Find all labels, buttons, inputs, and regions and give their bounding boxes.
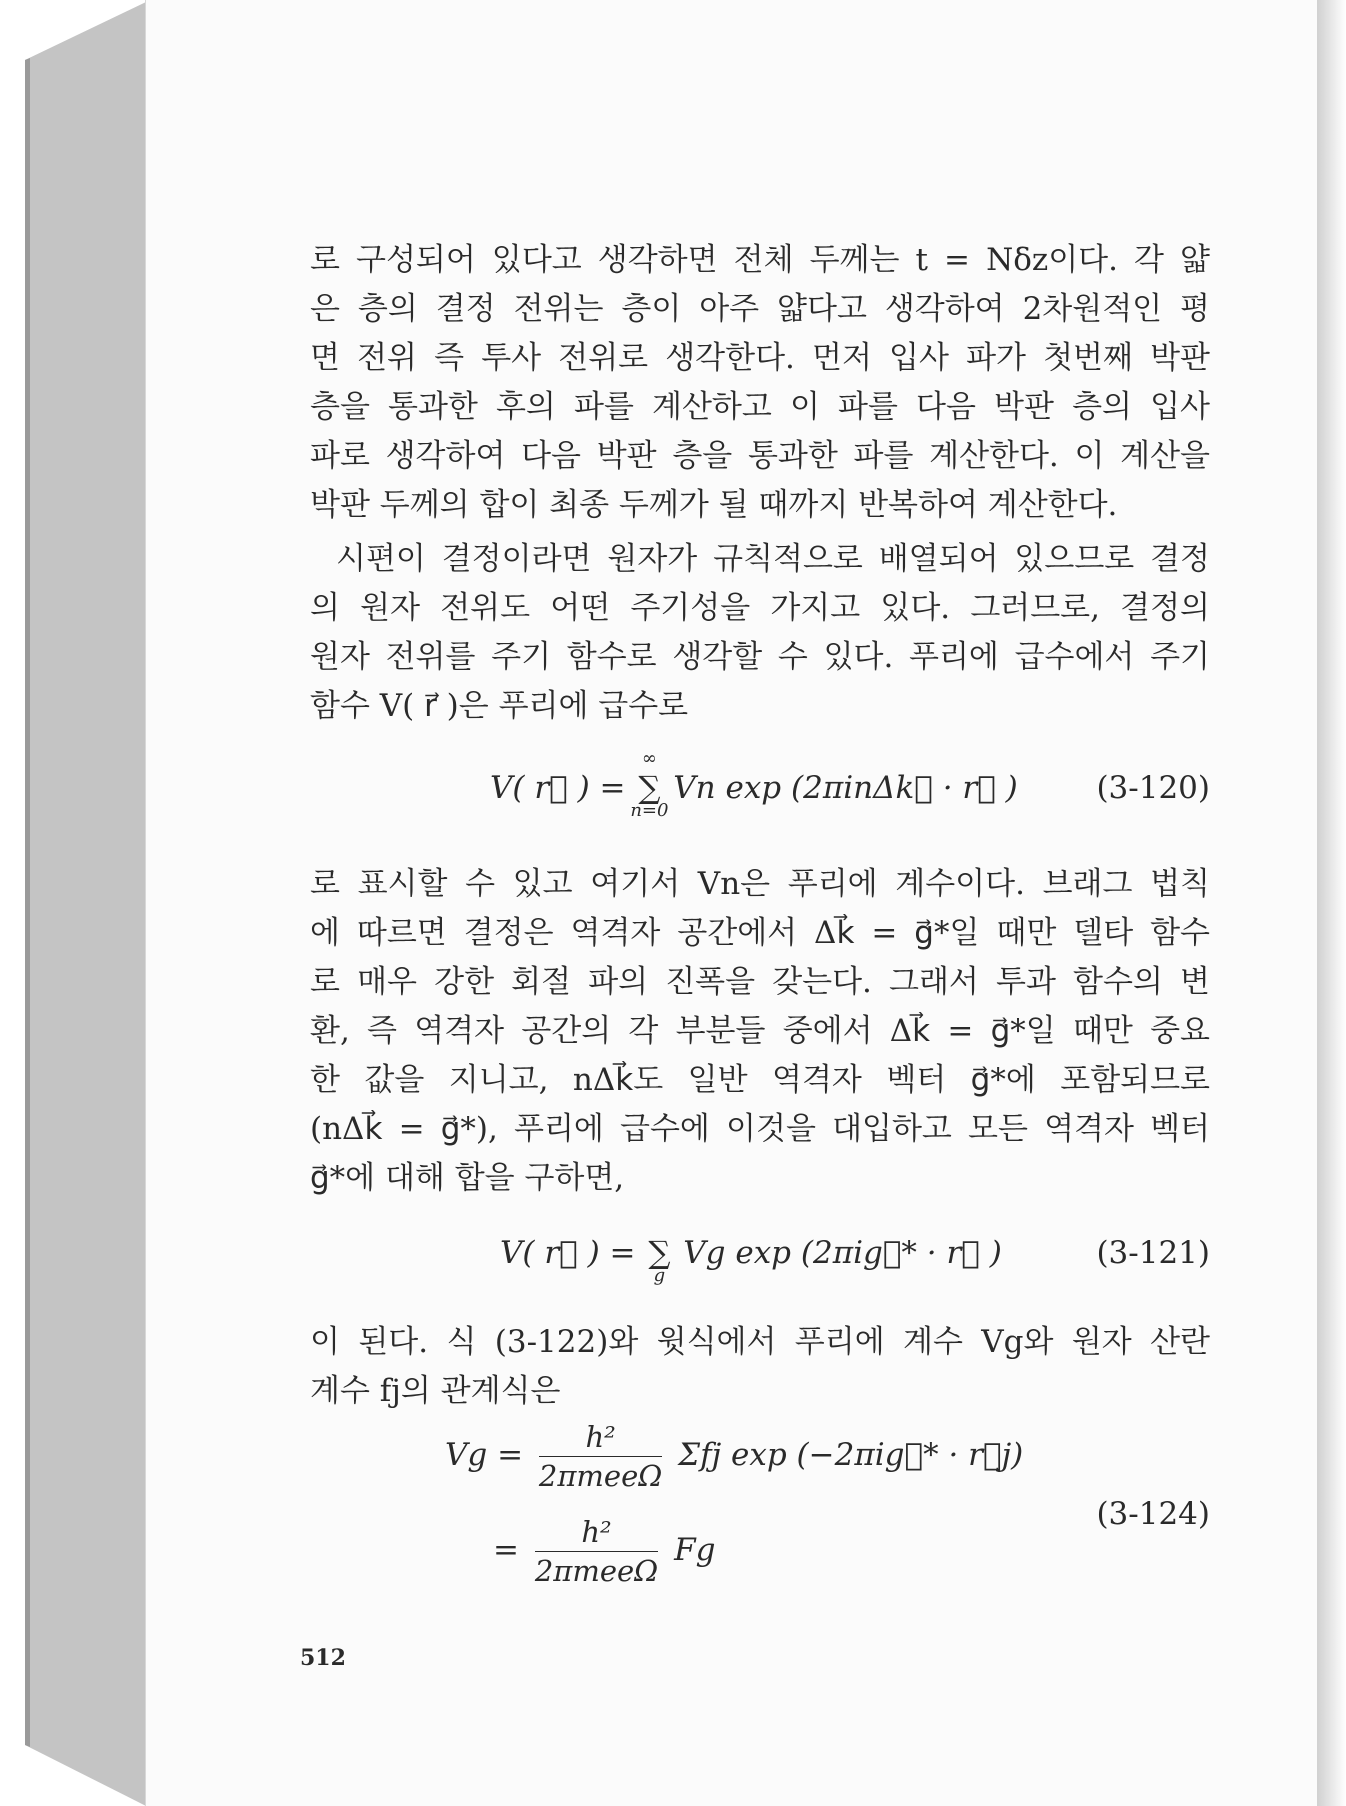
- paragraph-3: [310, 860, 1210, 1203]
- text-line: 층을 통과한 후의 파를 계산하고 이 파를 다음 박판 층의 입사: [310, 389, 1210, 425]
- equation-3-124: [310, 1420, 1210, 1610]
- text-line: (nΔk⃗ = g⃗*), 푸리에 급수에 이것을 대입하고 모든 역격자 벡터: [310, 1111, 1210, 1147]
- sum-lower-limit: g: [653, 1265, 666, 1286]
- equation-number: (3-121): [1096, 1235, 1210, 1271]
- text-line: 시편이 결정이라면 원자가 규칙적으로 배열되어 있으므로 결정: [336, 541, 1210, 577]
- text-line: 은 층의 결정 전위는 층이 아주 얇다고 생각하여 2차원적인 평: [310, 291, 1210, 327]
- text-line: g⃗*에 대해 합을 구하면,: [310, 1160, 625, 1196]
- text-line: 원자 전위를 주기 함수로 생각할 수 있다. 푸리에 급수에서 주기: [310, 639, 1210, 675]
- text-line: 로 구성되어 있다고 생각하면 전체 두께는 t = Nδz이다. 각 얇: [310, 242, 1210, 278]
- text-line: 로 매우 강한 회절 파의 진폭을 갖는다. 그래서 투과 함수의 변: [310, 964, 1210, 1000]
- text-line: 계수 fj의 관계식은: [310, 1373, 561, 1409]
- summation-symbol: ∑ g: [645, 1235, 673, 1271]
- summation-symbol: ∑ ∞ n=0: [630, 748, 669, 821]
- sum-lower-limit: n=0: [630, 800, 669, 821]
- page-edge-shadow: [1317, 0, 1346, 1806]
- text-line: 의 원자 전위도 어떤 주기성을 가지고 있다. 그러므로, 결정의: [310, 590, 1210, 626]
- text-line: 면 전위 즉 투사 전위로 생각한다. 먼저 입사 파가 첫번째 박판: [310, 340, 1210, 376]
- paragraph-2: [310, 535, 1210, 731]
- page-number: 512: [300, 1645, 346, 1671]
- equation-rhs: Fg: [674, 1532, 716, 1568]
- equation-rhs: Vn exp (2πinΔk⃗ · r⃗ ): [673, 770, 1018, 806]
- text-line: 파로 생각하여 다음 박판 층을 통과한 파를 계산한다. 이 계산을: [310, 438, 1210, 474]
- text-line: 박판 두께의 합이 최종 두께가 될 때까지 반복하여 계산한다.: [310, 487, 1118, 523]
- equation-equals: =: [493, 1532, 519, 1568]
- text-line: 함수 V( r⃗ )은 푸리에 급수로: [310, 688, 689, 724]
- fraction: [539, 1420, 662, 1493]
- book-spine: [0, 0, 160, 1806]
- equation-lhs: V( r⃗ ) =: [500, 1235, 636, 1271]
- text-line: 한 값을 지니고, nΔk⃗도 일반 역격자 벡터 g⃗*에 포함되므로: [310, 1062, 1210, 1098]
- fraction-denominator: 2πmeeΩ: [534, 1554, 659, 1588]
- equation-lhs: Vg =: [445, 1437, 524, 1473]
- equation-3-121: [310, 1235, 1210, 1305]
- equation-number: (3-120): [1096, 770, 1210, 806]
- equation-line-1: [445, 1420, 1023, 1493]
- text-line: 로 표시할 수 있고 여기서 Vn은 푸리에 계수이다. 브래그 법칙: [310, 866, 1210, 902]
- equation-rhs: Σfj exp (−2πig⃗* · r⃗j): [678, 1437, 1024, 1473]
- text-line: 이 된다. 식 (3-122)와 윗식에서 푸리에 계수 Vg와 원자 산란: [310, 1324, 1210, 1360]
- equation-lhs: V( r⃗ ) =: [490, 770, 626, 806]
- equation-rhs: Vg exp (2πig⃗* · r⃗ ): [683, 1235, 1002, 1271]
- equation-number: (3-124): [1096, 1496, 1210, 1532]
- fraction-denominator: 2πmeeΩ: [538, 1459, 663, 1493]
- paragraph-4: [310, 1318, 1210, 1416]
- sum-upper-limit: ∞: [641, 748, 657, 769]
- fraction-numerator: h²: [535, 1515, 658, 1552]
- text-line: 환, 즉 역격자 공간의 각 부분들 중에서 Δk⃗ = g⃗*일 때만 중요: [310, 1013, 1210, 1049]
- equation-body: [500, 1235, 1002, 1286]
- equation-line-2: [493, 1515, 715, 1588]
- equation-body: [490, 748, 1018, 821]
- text-line: 에 따르면 결정은 역격자 공간에서 Δk⃗ = g⃗*일 때만 델타 함수: [310, 915, 1210, 951]
- fraction: [535, 1515, 658, 1588]
- equation-3-120: [310, 748, 1210, 840]
- paragraph-1: [310, 236, 1210, 530]
- fraction-numerator: h²: [539, 1420, 662, 1457]
